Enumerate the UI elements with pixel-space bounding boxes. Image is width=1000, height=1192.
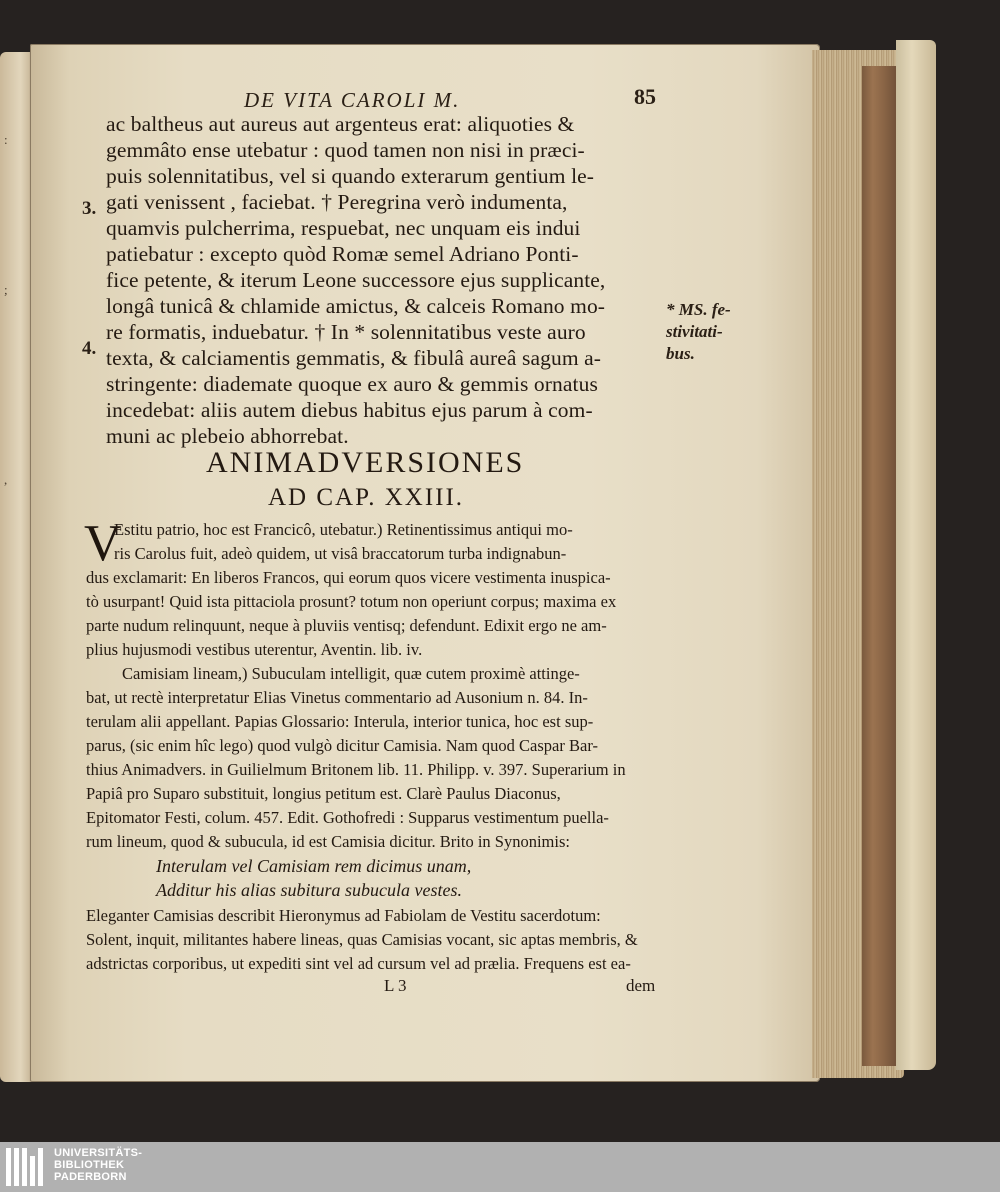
section-heading: ANIMADVERSIONES [206, 446, 525, 479]
note-line: parte nudum relinquunt, neque à pluviis ventisq; defendunt. Edixit ergo ne am- [86, 616, 607, 635]
body-line: texta, & calciamentis gemmatis, & fibulâ aureâ sagum a- [106, 346, 602, 370]
signature-mark: L 3 [384, 976, 407, 995]
logo-text-line: UNIVERSITÄTS- [54, 1147, 143, 1159]
note-line: plius hujusmodi vestibus uterentur, Aventin. lib. iv. [86, 640, 423, 659]
logo-text-line: BIBLIOTHEK [54, 1159, 125, 1171]
note-line: Solent, inquit, militantes habere lineas, quas Camisias vocant, sic aptas membris, & [86, 930, 638, 949]
margin-note-line: bus. [666, 344, 695, 363]
page-number: 85 [634, 84, 656, 109]
note-line: adstrictas corporibus, ut expediti sint vel ad cursum vel ad prælia. Frequens est ea- [86, 954, 631, 973]
body-line: fice petente, & iterum Leone successore ejus supplicante, [106, 268, 606, 292]
body-line: stringente: diademate quoque ex auro & gemmis ornatus [106, 372, 598, 396]
running-head: DE VITA CAROLI M. [244, 88, 461, 112]
section-number: 3. [82, 198, 97, 219]
body-line: gemmâto ense utebatur : quod tamen non nisi in præci- [106, 138, 585, 162]
note-line: parus, (sic enim hîc lego) quod vulgò dicitur Camisia. Nam quod Caspar Bar- [86, 736, 598, 755]
verse-line: Additur his alias subitura subucula vestes. [156, 880, 462, 900]
note-line: rum lineum, quod & subucula, id est Camisia dicitur. Brito in Synonimis: [86, 832, 570, 851]
library-logo-icon [6, 1148, 46, 1186]
body-line: longâ tunicâ & chlamide amictus, & calceis Romano mo- [106, 294, 606, 318]
margin-note-line: * MS. fe- [666, 300, 731, 319]
body-line: incedebat: aliis autem diebus habitus ejus parum à com- [106, 398, 593, 422]
note-line: dus exclamarit: En liberos Francos, qui eorum quos vicere vestimenta inuspica- [86, 568, 611, 587]
body-line: re formatis, induebatur. † In * solennitatibus veste auro [106, 320, 586, 344]
body-line: ac baltheus aut aureus aut argenteus erat: aliquoties & [106, 112, 575, 136]
body-line: puis solennitatibus, vel si quando exterarum gentium le- [106, 164, 595, 188]
logo-text-line: PADERBORN [54, 1171, 127, 1183]
verse-line: Interulam vel Camisiam rem dicimus unam, [156, 856, 472, 876]
section-subheading: AD CAP. XXIII. [268, 484, 465, 511]
left-page-edge: : ; , [0, 52, 34, 1082]
drop-cap: V [84, 515, 122, 572]
body-line: quamvis pulcherrima, respuebat, nec unquam eis indui [106, 216, 581, 240]
body-line: patiebatur : excepto quòd Romæ semel Adriano Ponti- [106, 242, 579, 266]
note-line: Papiâ pro Suparo substituit, longius petitum est. Clarè Paulus Diaconus, [86, 784, 561, 803]
note-line: Estitu patrio, hoc est Francicô, utebatur.) Retinentissimus antiqui mo- [114, 520, 573, 539]
note-line: Epitomator Festi, colum. 457. Edit. Gothofredi : Supparus vestimentum puella- [86, 808, 609, 827]
note-line: Eleganter Camisias describit Hieronymus ad Fabiolam de Vestitu sacerdotum: [86, 906, 601, 925]
note-line: thius Animadvers. in Guilielmum Britonem lib. 11. Philipp. v. 397. Superarium in [86, 760, 626, 779]
note-line: Camisiam lineam,) Subuculam intelligit, quæ cutem proximè attinge- [122, 664, 580, 683]
margin-note-line: stivitati- [666, 322, 723, 341]
body-line: gati venissent , faciebat. † Peregrina verò indumenta, [106, 190, 568, 214]
body-line-last: muni ac plebeio abhorrebat. [106, 424, 349, 448]
footer-bar [0, 1142, 1000, 1192]
note-line: ris Carolus fuit, adeò quidem, ut visâ braccatorum turba indignabun- [114, 544, 567, 563]
catchword: dem [626, 976, 656, 995]
note-line: bat, ut rectè interpretatur Elias Vinetus commentario ad Ausonium n. 84. In- [86, 688, 588, 707]
note-line: tò usurpant! Quid ista pittaciola prosunt? totum non operiunt corpus; maxima ex [86, 592, 617, 611]
section-number: 4. [82, 338, 97, 359]
note-line: terulam alii appellant. Papias Glossario: Interula, interior tunica, hoc est sup- [86, 712, 594, 731]
